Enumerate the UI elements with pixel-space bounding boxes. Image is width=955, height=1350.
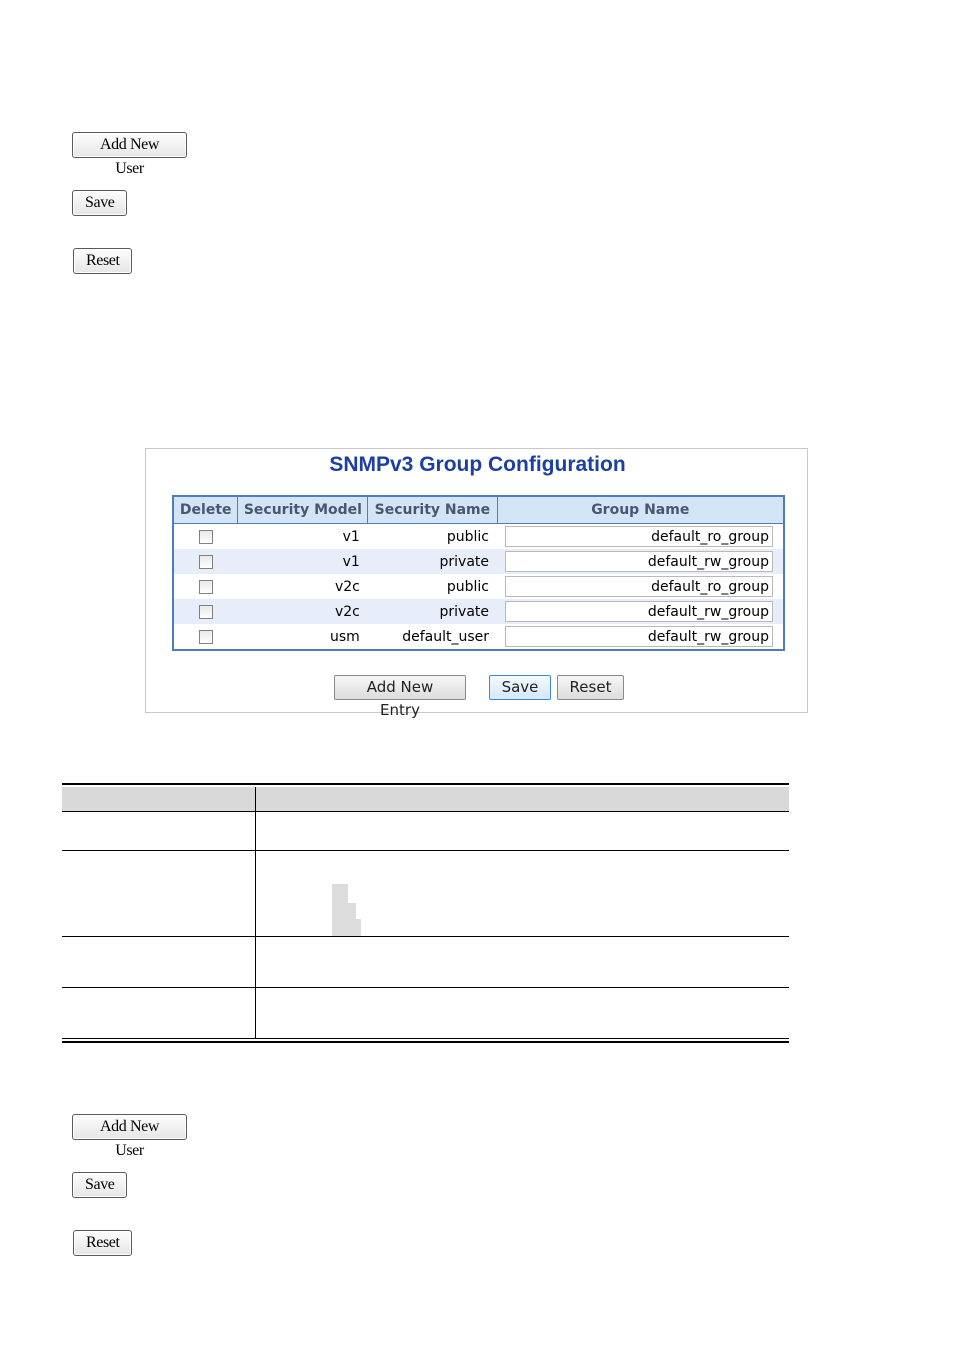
table-bottom-border [62,1038,789,1039]
description-table [62,783,789,1043]
group-name-input[interactable]: default_rw_group [505,626,773,647]
reset-button-bottom[interactable]: Reset [73,1230,132,1256]
table-header [62,787,789,811]
column-header-security-model: Security Model [238,496,368,524]
security-name-cell: private [368,599,497,624]
group-name-input[interactable]: default_ro_group [505,526,773,547]
save-button[interactable]: Save [72,190,127,216]
gray-shape [356,919,361,936]
security-name-cell: default_user [402,628,489,645]
panel-reset-button[interactable]: Reset [557,675,624,700]
delete-checkbox[interactable] [199,605,213,619]
delete-checkbox[interactable] [199,555,213,569]
snmpv3-group-configuration-panel [145,448,808,719]
delete-checkbox[interactable] [199,530,213,544]
security-name-cell: public [446,578,489,595]
table-bottom-border [62,1041,789,1043]
table-row [173,549,784,574]
add-new-user-button[interactable]: Add New User [72,132,187,158]
security-model-cell: v1 [238,549,368,574]
security-model-cell: v1 [342,528,360,545]
security-name-cell: private [368,549,497,574]
gray-shape [348,903,356,936]
add-new-entry-button[interactable]: Add New Entry [334,675,466,700]
add-new-user-button-bottom[interactable]: Add New User [72,1114,187,1140]
security-model-cell: v2c [334,578,360,595]
gray-shape [332,884,348,936]
table-row [173,574,784,599]
row-divider [62,850,789,851]
column-header-group-name: Group Name [497,496,784,524]
column-header-delete: Delete [173,496,238,524]
save-button-bottom[interactable]: Save [72,1172,127,1198]
group-name-input[interactable]: default_ro_group [505,576,773,597]
column-divider [255,787,256,1038]
row-divider [62,936,789,937]
group-name-input[interactable]: default_rw_group [505,601,773,622]
row-divider [62,987,789,988]
table-row [173,624,784,650]
page-title: SNMPv3 Group Configuration [329,453,626,476]
security-model-cell: v2c [238,599,368,624]
delete-checkbox[interactable] [199,580,213,594]
group-name-input[interactable]: default_rw_group [505,551,773,572]
row-divider [62,811,789,812]
table-row [173,524,784,550]
security-model-cell: usm [330,628,360,645]
reset-button[interactable]: Reset [73,248,132,274]
delete-checkbox[interactable] [199,630,213,644]
table-row [173,599,784,624]
security-name-cell: public [446,528,489,545]
panel-save-button[interactable]: Save [489,675,551,700]
column-header-security-name: Security Name [368,496,497,524]
table-top-border [62,783,789,785]
group-table [172,495,785,651]
